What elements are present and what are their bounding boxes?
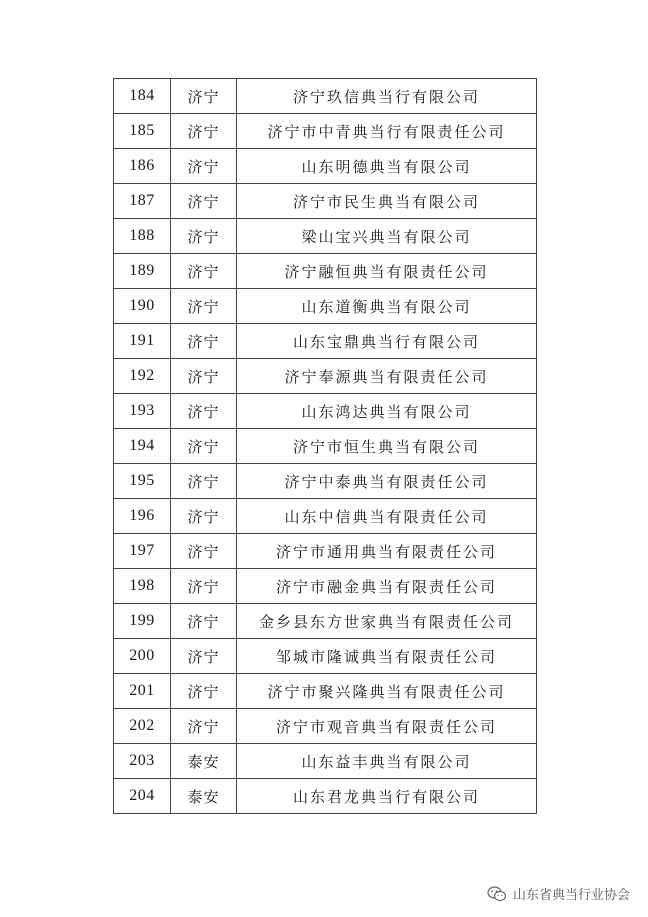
company-name-cell: 济宁玖信典当行有限公司 [237,79,537,114]
row-number: 188 [114,219,171,254]
company-name-cell: 山东宝鼎典当行有限公司 [237,324,537,359]
table-row [114,569,537,604]
table-row [114,464,537,499]
company-name-cell: 山东益丰典当有限公司 [237,744,537,779]
row-number: 196 [114,499,171,534]
row-number: 187 [114,184,171,219]
row-number: 189 [114,254,171,289]
table-row [114,79,537,114]
company-name-cell: 济宁市观音典当有限责任公司 [237,709,537,744]
company-name-cell: 济宁市聚兴隆典当有限责任公司 [237,674,537,709]
table-row [114,324,537,359]
row-number: 199 [114,604,171,639]
city-cell: 济宁 [171,79,237,114]
row-number: 192 [114,359,171,394]
city-cell: 济宁 [171,464,237,499]
company-name-cell: 济宁市恒生典当有限公司 [237,429,537,464]
row-number: 195 [114,464,171,499]
city-cell: 济宁 [171,359,237,394]
table-row [114,219,537,254]
company-name-cell: 济宁市通用典当有限责任公司 [237,534,537,569]
pawnshop-list-table [113,78,537,814]
company-name-cell: 山东中信典当有限责任公司 [237,499,537,534]
wechat-icon [487,886,507,902]
company-name-cell: 济宁奉源典当有限责任公司 [237,359,537,394]
city-cell: 济宁 [171,114,237,149]
city-cell: 济宁 [171,394,237,429]
table-row [114,184,537,219]
city-cell: 济宁 [171,499,237,534]
table-row [114,779,537,814]
city-cell: 济宁 [171,184,237,219]
row-number: 186 [114,149,171,184]
row-number: 200 [114,639,171,674]
row-number: 185 [114,114,171,149]
table-row [114,149,537,184]
company-name-cell: 济宁融恒典当有限责任公司 [237,254,537,289]
row-number: 184 [114,79,171,114]
table-row [114,429,537,464]
city-cell: 济宁 [171,569,237,604]
table-body [114,79,537,814]
city-cell: 济宁 [171,219,237,254]
row-number: 194 [114,429,171,464]
company-name-cell: 山东鸿达典当有限公司 [237,394,537,429]
city-cell: 济宁 [171,324,237,359]
company-name-cell: 济宁市民生典当有限公司 [237,184,537,219]
table-row [114,604,537,639]
row-number: 204 [114,779,171,814]
city-cell: 济宁 [171,254,237,289]
company-name-cell: 邹城市隆诚典当有限责任公司 [237,639,537,674]
row-number: 190 [114,289,171,324]
source-watermark [487,884,630,903]
city-cell: 济宁 [171,534,237,569]
company-name-cell: 山东明德典当有限公司 [237,149,537,184]
city-cell: 泰安 [171,779,237,814]
row-number: 197 [114,534,171,569]
company-name-cell: 梁山宝兴典当有限公司 [237,219,537,254]
company-name-cell: 山东道衡典当有限公司 [237,289,537,324]
row-number: 201 [114,674,171,709]
table-row [114,534,537,569]
company-name-cell: 山东君龙典当行有限公司 [237,779,537,814]
city-cell: 济宁 [171,639,237,674]
city-cell: 泰安 [171,744,237,779]
table-row [114,394,537,429]
table-row [114,499,537,534]
city-cell: 济宁 [171,709,237,744]
table-row [114,744,537,779]
city-cell: 济宁 [171,289,237,324]
table-row [114,114,537,149]
table-row [114,289,537,324]
table-row [114,674,537,709]
row-number: 198 [114,569,171,604]
table-row [114,254,537,289]
table-row [114,359,537,394]
city-cell: 济宁 [171,429,237,464]
company-name-cell: 金乡县东方世家典当有限责任公司 [237,604,537,639]
city-cell: 济宁 [171,149,237,184]
row-number: 193 [114,394,171,429]
city-cell: 济宁 [171,604,237,639]
city-cell: 济宁 [171,674,237,709]
watermark-text: 山东省典当行业协会 [512,888,630,903]
table-row [114,709,537,744]
row-number: 203 [114,744,171,779]
company-name-cell: 济宁市融金典当有限责任公司 [237,569,537,604]
row-number: 202 [114,709,171,744]
row-number: 191 [114,324,171,359]
company-name-cell: 济宁市中青典当行有限责任公司 [237,114,537,149]
company-name-cell: 济宁中泰典当有限责任公司 [237,464,537,499]
table-row [114,639,537,674]
